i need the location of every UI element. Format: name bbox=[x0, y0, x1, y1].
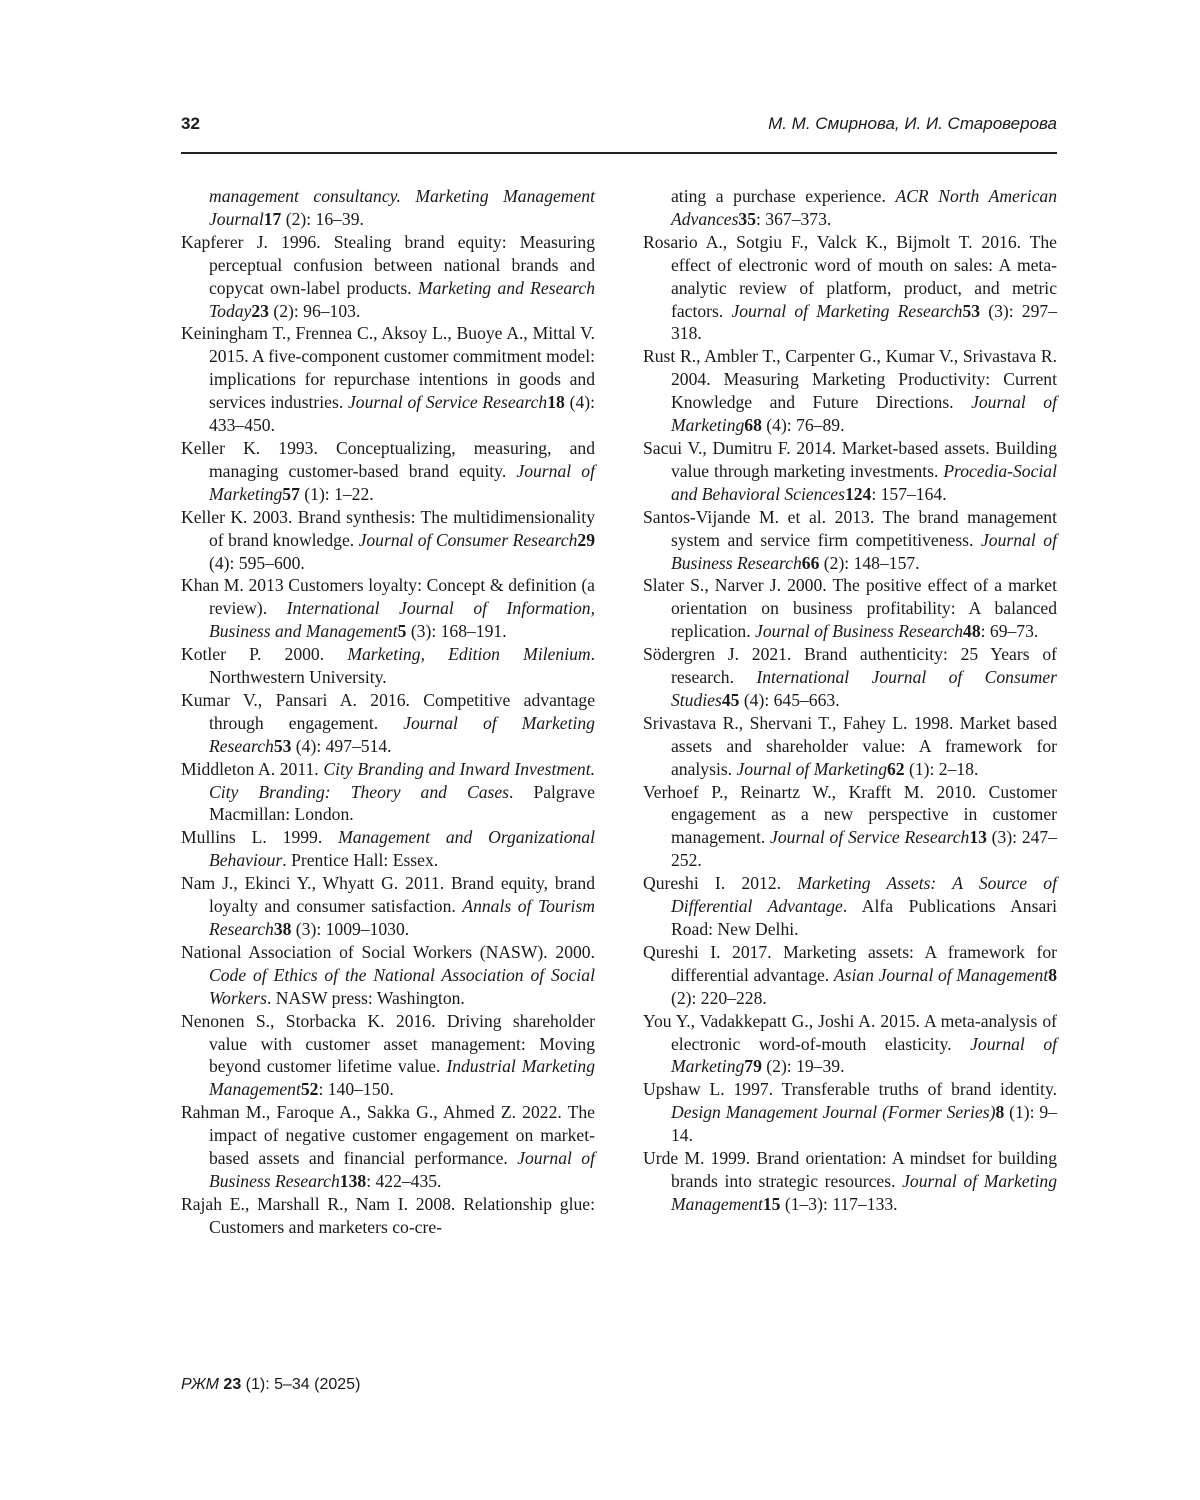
reference-pages: (2): 220–228. bbox=[671, 987, 767, 1008]
page-footer bbox=[181, 1376, 360, 1394]
reference-source: Asian Journal of Management bbox=[833, 964, 1049, 985]
reference-pages: (1–3): 117–133. bbox=[780, 1193, 898, 1214]
reference-volume: 17 bbox=[263, 208, 282, 229]
reference-volume: 35 bbox=[738, 208, 757, 229]
reference-volume: 45 bbox=[721, 689, 740, 710]
reference-pages: (2): 96–103. bbox=[268, 300, 361, 321]
reference-source: International Journal of Information, Business and Management bbox=[209, 598, 596, 642]
reference-pages: (4): 76–89. bbox=[761, 415, 845, 436]
reference-item bbox=[181, 1193, 595, 1239]
reference-item bbox=[643, 643, 1057, 712]
reference-source: City Branding and Inward Investment. City Branding: Theory and Cases bbox=[209, 758, 595, 802]
reference-pages: (4): 433–450. bbox=[209, 392, 595, 436]
reference-text: Qureshi I. 2017. Marketing assets: A framework for differential advantage. bbox=[643, 941, 1057, 985]
reference-pages: (1): 9–14. bbox=[671, 1102, 1057, 1146]
reference-item bbox=[643, 712, 1057, 781]
reference-text: Khan M. 2013 Customers loyalty: Concept & definition (a review). bbox=[181, 575, 595, 619]
reference-text: Slater S., Narver J. 2000. The positive effect of a market orientation on business profitability: A balanced replication. bbox=[643, 575, 1057, 642]
reference-pages: (4): 645–663. bbox=[739, 689, 840, 710]
reference-text: Kotler P. 2000. bbox=[181, 644, 348, 665]
reference-volume: 8 bbox=[995, 1102, 1005, 1123]
reference-source: management consultancy. Marketing Management Journal bbox=[209, 186, 595, 229]
reference-pages: (4): 595–600. bbox=[209, 552, 305, 573]
reference-item bbox=[643, 506, 1057, 575]
reference-source: Industrial Marketing Management bbox=[209, 1056, 595, 1100]
reference-pages: : 367–373. bbox=[756, 208, 832, 229]
reference-pages: . Palgrave Macmillan: London. bbox=[209, 781, 595, 825]
reference-pages: (2): 16–39. bbox=[281, 208, 364, 229]
reference-source: Code of Ethics of the National Association of Social Workers bbox=[209, 964, 595, 1008]
reference-text: Rajah E., Marshall R., Nam I. 2008. Relationship glue: Customers and marketers co-cre- bbox=[181, 1193, 595, 1237]
reference-text: Rahman M., Faroque A., Sakka G., Ahmed Z. 2022. The impact of negative customer engagement on market-based assets and financial performance. bbox=[181, 1102, 595, 1169]
reference-source: Journal of Service Research bbox=[770, 827, 970, 848]
reference-text: Kumar V., Pansari A. 2016. Competitive advantage through engagement. bbox=[181, 689, 595, 733]
reference-volume: 48 bbox=[963, 621, 981, 642]
reference-text: Keller K. 2003. Brand synthesis: The multidimensionality of brand knowledge. bbox=[181, 506, 595, 550]
reference-item bbox=[643, 231, 1057, 346]
reference-source: ACR North American Advances bbox=[671, 186, 1058, 229]
reference-pages: (3): 297–318. bbox=[671, 300, 1057, 344]
reference-pages: (4): 497–514. bbox=[291, 735, 392, 756]
reference-source: Journal of Marketing bbox=[671, 392, 1057, 436]
reference-text: Urde M. 1999. Brand orientation: A mindset for building brands into strategic resources. bbox=[643, 1148, 1057, 1191]
header-rule bbox=[181, 152, 1057, 154]
reference-source: Journal of Marketing bbox=[209, 460, 595, 504]
reference-text: Nam J., Ekinci Y., Whyatt G. 2011. Brand equity, brand loyalty and consumer satisfaction. bbox=[181, 873, 595, 917]
reference-volume: 8 bbox=[1048, 964, 1057, 985]
reference-text: Sacui V., Dumitru F. 2014. Market-based assets. Building value through marketing investments. bbox=[643, 437, 1057, 481]
reference-volume: 38 bbox=[273, 919, 292, 939]
reference-item bbox=[643, 1010, 1057, 1079]
reference-text: You Y., Vadakkepatt G., Joshi A. 2015. A meta-analysis of electronic word-of-mouth elasticity. bbox=[643, 1010, 1057, 1054]
reference-pages: (3): 1009–1030. bbox=[291, 919, 410, 939]
reference-text: Södergren J. 2021. Brand authenticity: 25 Years of research. bbox=[643, 644, 1057, 688]
reference-item bbox=[181, 941, 595, 1010]
reference-item bbox=[643, 185, 1057, 231]
reference-item bbox=[181, 185, 595, 231]
page-number: 32 bbox=[181, 114, 200, 133]
reference-source: International Journal of Consumer Studies bbox=[671, 667, 1057, 710]
reference-item bbox=[181, 574, 595, 643]
reference-volume: 62 bbox=[887, 758, 905, 779]
reference-text: Mullins L. 1999. bbox=[181, 827, 339, 848]
reference-item bbox=[643, 574, 1057, 643]
reference-source: Journal of Marketing bbox=[671, 1033, 1057, 1077]
reference-pages: : 69–73. bbox=[980, 621, 1039, 642]
reference-pages: (2): 19–39. bbox=[761, 1056, 845, 1077]
reference-volume: 68 bbox=[744, 415, 762, 436]
reference-pages: (3): 247–252. bbox=[671, 827, 1058, 871]
reference-text: Kapferer J. 1996. Stealing brand equity: Measuring perceptual confusion between national brands and copycat own-label products. bbox=[181, 231, 595, 298]
references-column-right bbox=[643, 185, 1057, 1216]
reference-source: Design Management Journal (Former Series) bbox=[671, 1102, 996, 1123]
reference-item bbox=[181, 437, 595, 506]
footer-issue: (1): 5–34 (2025) bbox=[241, 1376, 361, 1393]
reference-volume: 15 bbox=[762, 1193, 781, 1214]
reference-text: National Association of Social Workers (NASW). 2000. bbox=[181, 941, 595, 962]
reference-source: Journal of Business Research bbox=[755, 621, 964, 642]
reference-pages: (3): 168–191. bbox=[406, 621, 507, 642]
reference-source: Annals of Tourism Research bbox=[209, 896, 595, 939]
reference-item bbox=[181, 826, 595, 872]
reference-source: Journal of Business Research bbox=[209, 1148, 595, 1191]
reference-volume: 18 bbox=[547, 392, 565, 413]
reference-text: Nenonen S., Storbacka K. 2016. Driving shareholder value with customer asset management: Moving beyond customer lifetime value. bbox=[181, 1010, 595, 1077]
reference-pages: . Northwestern University. bbox=[209, 644, 595, 688]
reference-source: Journal of Service Research bbox=[347, 392, 548, 413]
reference-item bbox=[643, 345, 1057, 437]
reference-item bbox=[181, 872, 595, 941]
reference-item bbox=[643, 437, 1057, 506]
reference-source: Procedia-Social and Behavioral Sciences bbox=[671, 460, 1057, 504]
reference-source: Marketing Assets: A Source of Differential Advantage bbox=[671, 873, 1057, 917]
reference-text: Upshaw L. 1997. Transferable truths of brand identity. bbox=[643, 1079, 1057, 1100]
reference-item bbox=[643, 872, 1057, 941]
reference-source: Journal of Business Research bbox=[671, 529, 1057, 573]
reference-item bbox=[643, 1147, 1057, 1216]
reference-pages: : 422–435. bbox=[366, 1170, 442, 1191]
reference-volume: 57 bbox=[282, 483, 300, 504]
reference-item bbox=[181, 506, 595, 575]
reference-item bbox=[181, 643, 595, 689]
reference-text: Keiningham T., Frennea C., Aksoy L., Buoye A., Mittal V. 2015. A five-component customer commitment model: implications for repurchase intentions in goods and services industries. bbox=[181, 323, 596, 413]
reference-pages: . NASW press: Washington. bbox=[267, 987, 465, 1008]
reference-volume: 138 bbox=[339, 1170, 367, 1191]
reference-item bbox=[181, 1010, 595, 1102]
reference-text: Verhoef P., Reinartz W., Krafft M. 2010. Customer engagement as a new perspective in customer management. bbox=[643, 781, 1057, 848]
reference-text: Santos-Vijande M. et al. 2013. The brand management system and service firm competitiveness. bbox=[643, 506, 1057, 550]
reference-source: Journal of Marketing Management bbox=[671, 1170, 1057, 1214]
reference-volume: 23 bbox=[251, 300, 269, 321]
reference-item bbox=[181, 758, 595, 827]
reference-pages: : 140–150. bbox=[318, 1079, 394, 1100]
footer-journal: РЖМ bbox=[181, 1376, 219, 1393]
reference-volume: 124 bbox=[844, 483, 872, 504]
reference-item bbox=[181, 1101, 595, 1193]
reference-item bbox=[181, 322, 595, 437]
reference-volume: 5 bbox=[397, 621, 407, 642]
reference-text: Keller K. 1993. Conceptualizing, measuring, and managing customer-based brand equity. bbox=[181, 437, 595, 481]
reference-source: Journal of Consumer Research bbox=[358, 529, 578, 550]
reference-pages: (1): 1–22. bbox=[299, 483, 374, 504]
reference-volume: 66 bbox=[801, 552, 820, 573]
reference-pages: . Prentice Hall: Essex. bbox=[282, 850, 439, 871]
reference-item bbox=[643, 941, 1057, 1010]
reference-text: Middleton A. 2011. bbox=[181, 758, 324, 779]
footer-volume: 23 bbox=[223, 1376, 242, 1393]
reference-item bbox=[643, 781, 1057, 873]
reference-volume: 53 bbox=[273, 735, 292, 756]
reference-volume: 52 bbox=[300, 1079, 319, 1100]
reference-text: Rust R., Ambler T., Carpenter G., Kumar V., Srivastava R. 2004. Measuring Marketing Productivity: Current Knowledge and Future Directions. bbox=[643, 346, 1057, 413]
reference-source: Marketing, Edition Milenium bbox=[347, 644, 591, 665]
reference-pages: : 157–164. bbox=[871, 483, 947, 504]
reference-item bbox=[181, 231, 595, 323]
page-header bbox=[181, 110, 1057, 142]
reference-pages: . Alfa Publications Ansari Road: New Delhi. bbox=[671, 896, 1057, 939]
reference-source: Journal of Marketing Research bbox=[731, 300, 963, 321]
reference-source: Marketing and Research Today bbox=[209, 277, 595, 321]
reference-text: Srivastava R., Shervani T., Fahey L. 1998. Market based assets and shareholder value: A framework for analysis. bbox=[643, 712, 1057, 779]
reference-item bbox=[181, 689, 595, 758]
reference-volume: 13 bbox=[969, 827, 987, 848]
reference-pages: (2): 148–157. bbox=[819, 552, 920, 573]
reference-pages: (1): 2–18. bbox=[904, 758, 979, 779]
reference-text: ating a purchase experience. bbox=[671, 186, 896, 206]
reference-volume: 29 bbox=[577, 529, 595, 550]
reference-text: Qureshi I. 2012. bbox=[643, 873, 798, 894]
reference-item bbox=[643, 1078, 1057, 1147]
reference-text: Rosario A., Sotgiu F., Valck K., Bijmolt T. 2016. The effect of electronic word of mouth on sales: A meta-analytic review of platform, product, and metric factors. bbox=[643, 231, 1057, 321]
reference-volume: 53 bbox=[962, 300, 981, 321]
reference-volume: 79 bbox=[744, 1056, 762, 1077]
references-column-left bbox=[181, 185, 595, 1239]
reference-source: Journal of Marketing bbox=[736, 758, 887, 779]
reference-source: Management and Organizational Behaviour bbox=[209, 827, 595, 871]
running-head-authors: М. М. Смирнова, И. И. Староверова bbox=[768, 114, 1057, 133]
reference-source: Journal of Marketing Research bbox=[209, 712, 595, 756]
